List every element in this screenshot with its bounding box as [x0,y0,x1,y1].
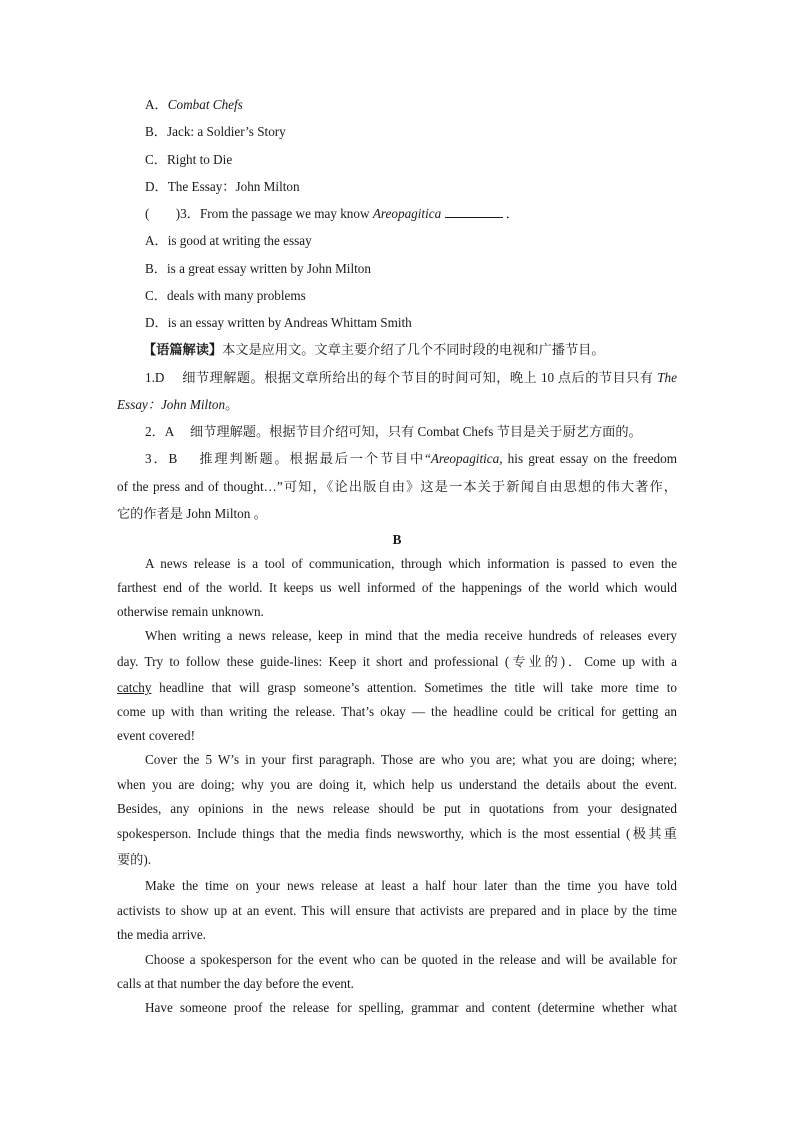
passage-line: A news release is a tool of communication, through which information is passed to even the [145,556,677,571]
passage-line: Have someone proof the release for spelling, grammar and content (determine whether what [145,1000,677,1015]
answer-1-line-1 [145,369,677,387]
answer-2 [145,423,642,441]
q2-option-c [145,151,232,169]
answer-3-line-1 [145,450,677,468]
q3-stem [145,205,519,223]
option-text: Combat Chefs [167,97,243,112]
passage-line: When writing a news release, keep in mind that the media receive hundreds of releases every [145,628,677,643]
passage-line: come up with than writing the release. That’s okay — the headline could be critical for getting an [117,704,677,719]
passage-line: activists to show up at an event. This will ensure that activists are prepared and in place by the time [117,903,677,918]
answer-text: 2．A 细节理解题。根据节目介绍可知，只有 Combat Chefs 节目是关于厨艺方面的。 [145,424,642,439]
passage-line: 要的). [117,852,152,867]
option-text: is good at writing the essay [167,233,312,248]
answer-blank [445,205,503,218]
option-label: D． [145,179,168,194]
answer-italic: The [657,370,677,385]
passage-line: calls at that number the day before the event. [117,976,354,991]
passage-line: Besides, any opinions in the news release should be put in quotations from your designated [117,801,677,816]
answer-text: 。 [225,397,239,412]
passage-line: day. Try to follow these guide-lines: Keep it short and professional (专业的)．Come up with a [117,654,677,669]
option-label: C． [145,152,167,167]
passage-line: when you are doing; why you are doing it, which help us understand the details about the event. [117,777,677,792]
answer-bracket: ( ) [145,206,181,221]
passage-text: headline that will grasp someone’s attention. Sometimes the title will take more time to [151,680,677,695]
underlined-word: catchy [117,680,152,695]
option-label: B． [145,261,167,276]
passage-line: Make the time on your news release at least a half hour later than the time you have told [145,878,677,893]
option-label: A． [145,97,168,112]
q3-option-a [145,232,312,250]
q2-option-b [145,123,286,141]
option-text: deals with many problems [166,288,306,303]
option-label: C． [145,288,167,303]
q3-option-d [145,314,412,332]
q3-option-c [145,287,306,305]
passage-line: otherwise remain unknown. [117,604,264,619]
q2-option-d [145,178,300,196]
q2-option-a [145,96,243,114]
passage-line: Choose a spokesperson for the event who can be quoted in the release and will be available for [145,952,677,967]
section-title: B [392,532,402,547]
analysis-summary-text: 本文是应用文。文章主要介绍了几个不同时段的电视和广播节目。 [222,342,605,357]
answer-3-line-3 [117,505,267,523]
passage-line: the media arrive. [117,927,206,942]
answer-1-line-2 [117,396,238,414]
q3-stem-italic: Areopagitica [372,206,442,221]
option-text: is a great essay written by John Milton [166,261,371,276]
q3-option-b [145,260,371,278]
passage-line: spokesperson. Include things that the media finds newsworthy, which is the most essential (极其重 [117,826,677,841]
option-text: is an essay written by Andreas Whittam Smith [167,315,412,330]
answer-text: of the press and of thought…”可知，《论出版自由》这是一本关于新闻自由思想的伟大著作， [117,479,677,494]
answer-text: 3．B 推理判断题。根据最后一个节目中“ [145,451,431,466]
answer-text: his great essay on the freedom [502,451,677,466]
option-text: Jack: a Soldier’s Story [166,124,286,139]
answer-3-line-2 [117,478,677,496]
passage-line: event covered! [117,728,195,743]
analysis-heading: 【语篇解读】 [143,342,223,357]
option-label: A． [145,233,168,248]
option-label: B． [145,124,167,139]
answer-italic: Areopagitica, [430,451,503,466]
answer-text: 它的作者是 John Milton 。 [117,506,267,521]
option-label: D． [145,315,168,330]
q3-stem-end: ． [502,206,519,221]
option-text: The Essay：John Milton [167,179,300,194]
passage-line: farthest end of the world. It keeps us well informed of the happenings of the world which would [117,580,677,595]
answer-italic: Essay：John Milton [117,397,226,412]
passage-line [117,679,677,697]
q3-stem-text: 3．From the passage we may know [180,206,373,221]
passage-line: Cover the 5 W’s in your first paragraph. Those are who you are; what you are doing; where; [145,752,677,767]
answer-text: 1.D 细节理解题。根据文章所给出的每个节目的时间可知，晚上 10 点后的节目只有 [145,370,658,385]
analysis-summary [143,341,605,359]
option-text: Right to Die [166,152,233,167]
